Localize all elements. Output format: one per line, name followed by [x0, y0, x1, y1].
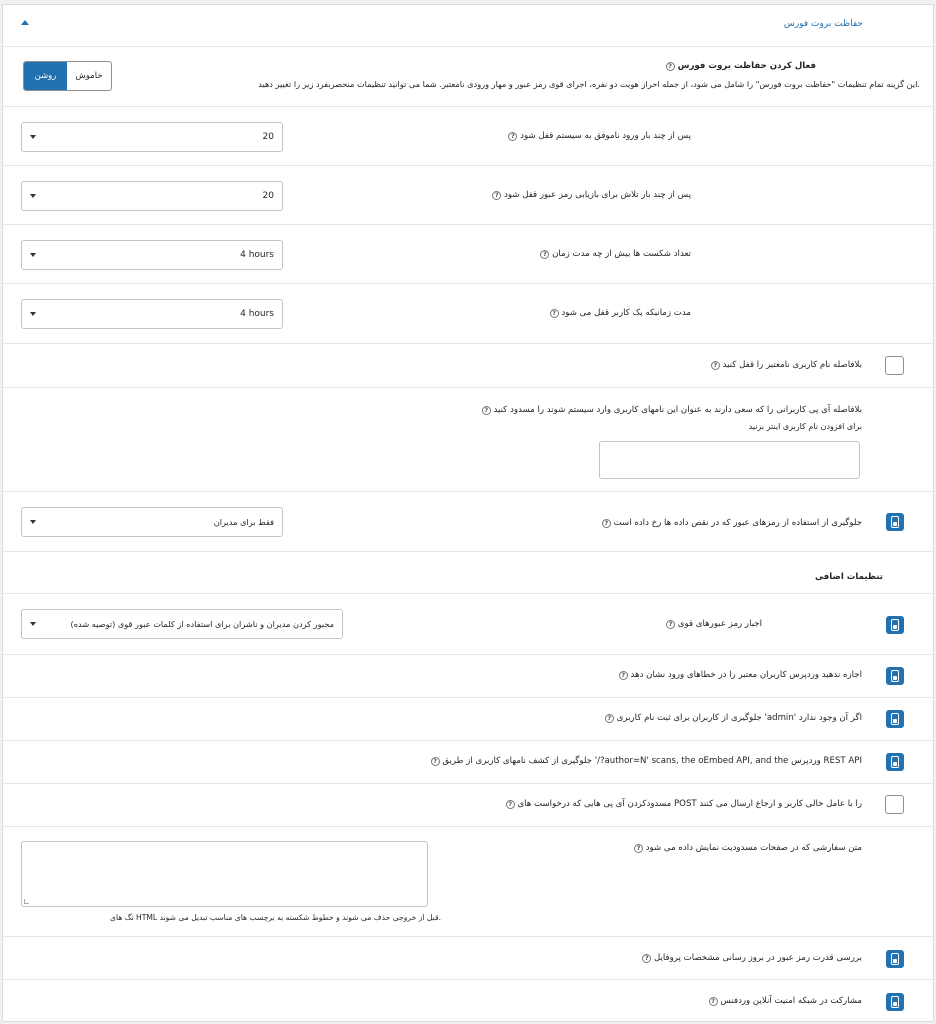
help-icon[interactable]: ?	[666, 620, 675, 629]
toggle-dot	[893, 1002, 897, 1006]
help-icon[interactable]: ?	[642, 954, 651, 963]
custom-message-textarea[interactable]	[21, 841, 428, 907]
enable-toggle[interactable]	[23, 61, 112, 91]
enable-title-wrap	[663, 61, 816, 71]
block-admin-row	[3, 698, 933, 741]
failed-logins-label-wrap	[505, 131, 691, 141]
brute-force-panel	[2, 4, 934, 1022]
hide-usernames-label: اجازه ندهید وردپرس کاربران معتبر را در خطاهای ورود نشان دهد	[630, 670, 862, 680]
help-icon[interactable]: ?	[492, 191, 501, 200]
block-usernames-row	[3, 388, 933, 492]
panel-title: حفاظت بروت فورس	[783, 19, 863, 29]
lockout-duration-row	[3, 284, 933, 344]
reset-attempts-label: پس از چند بار تلاش برای بازیابی رمز عبور قفل شود	[504, 190, 691, 200]
network-label: مشارکت در شبکه امنیت آنلاین وردفنس	[720, 996, 862, 1006]
failure-window-label-wrap	[537, 249, 691, 259]
profile-strength-row	[3, 937, 933, 980]
prevent-enumeration-label-wrap	[428, 756, 862, 766]
toggle-dot	[893, 719, 897, 723]
block-empty-post-label-wrap	[503, 799, 862, 809]
breached-passwords-toggle[interactable]	[886, 513, 904, 531]
custom-message-row	[3, 827, 933, 937]
strong-passwords-label-wrap	[663, 619, 762, 629]
block-usernames-input[interactable]	[599, 441, 860, 479]
help-icon[interactable]: ?	[540, 250, 549, 259]
select-value: 20	[262, 132, 274, 142]
help-icon[interactable]: ?	[634, 844, 643, 853]
lockout-duration-select[interactable]	[21, 299, 283, 329]
failed-logins-row	[3, 107, 933, 166]
select-value: 20	[262, 191, 274, 201]
lock-invalid-checkbox[interactable]	[885, 356, 904, 375]
reset-attempts-label-wrap	[489, 190, 691, 200]
toggle-dot	[893, 762, 897, 766]
lock-invalid-label-wrap	[708, 360, 862, 370]
failure-window-row	[3, 225, 933, 284]
dropdown-caret-icon	[30, 312, 36, 316]
help-icon[interactable]: ?	[619, 671, 628, 680]
toggle-dot	[893, 959, 897, 963]
enable-row	[3, 47, 933, 107]
profile-strength-label: بررسی قدرت رمز عبور در بروز رسانی مشخصات پروفایل	[654, 953, 862, 963]
help-icon[interactable]: ?	[711, 361, 720, 370]
lock-invalid-label: بلافاصله نام کاربری نامعتبر را قفل کنید	[722, 360, 862, 370]
block-usernames-hint: برای افزودن نام کاربری اینتر بزنید	[748, 422, 862, 431]
block-empty-post-checkbox[interactable]	[885, 795, 904, 814]
select-value: فقط برای مدیران	[213, 517, 274, 527]
lock-invalid-row	[3, 344, 933, 388]
strong-passwords-row	[3, 594, 933, 655]
toggle-dot	[893, 625, 897, 629]
breached-passwords-label-wrap	[599, 518, 862, 528]
reset-attempts-select[interactable]	[21, 181, 283, 211]
help-icon[interactable]: ?	[666, 62, 675, 71]
additional-title: تنظیمات اضافی	[814, 572, 883, 582]
help-icon[interactable]: ?	[709, 997, 718, 1006]
caret-up-icon[interactable]	[21, 20, 29, 25]
failed-logins-select[interactable]	[21, 122, 283, 152]
block-admin-label: جلوگیری از کاربران برای ثبت نام کاربری 'admin' اگر آن وجود ندارد	[616, 713, 862, 723]
panel-header[interactable]	[3, 5, 933, 47]
toggle-dot	[893, 522, 897, 526]
network-row	[3, 980, 933, 1021]
custom-message-label-wrap	[631, 843, 862, 853]
hide-usernames-row	[3, 655, 933, 698]
select-value: 4 hours	[240, 250, 274, 260]
failed-logins-label: پس از چند بار ورود ناموفق به سیستم قفل شود	[520, 131, 691, 141]
custom-message-note: تگ های HTML قبل از خروجی حذف می شوند و خطوط شکسته به برچسب های مناسب تبدیل می شوند.	[110, 913, 441, 922]
prevent-enumeration-label: جلوگیری از کشف نامهای کاربری از طریق '/?author=N' scans, the oEmbed API, and the وردپرس REST API	[442, 756, 862, 766]
network-label-wrap	[706, 996, 862, 1006]
profile-strength-toggle[interactable]	[886, 950, 904, 968]
failure-window-label: تعداد شکست ها بیش از چه مدت زمان	[552, 249, 691, 259]
lockout-duration-label: مدت زمانیکه یک کاربر قفل می شود	[561, 308, 691, 318]
block-usernames-label: بلافاصله آی پی کاربرانی را که سعی دارند به عنوان این نامهای کاربری وارد سیستم شوند را مسدود کنید	[493, 405, 862, 415]
network-toggle[interactable]	[886, 993, 904, 1011]
strong-passwords-toggle[interactable]	[886, 616, 904, 634]
dropdown-caret-icon	[30, 520, 36, 524]
enable-description: این گزینه تمام تنظیمات "حفاظت بروت فورس" را شامل می شود، از جمله احراز هویت دو نفره، اجرای قوی رمز عبور و مهار ورودی نامعتبر. شما می توانید تنظیمات منحصربفرد زیر را تغییر دهید.	[258, 79, 920, 89]
hide-usernames-label-wrap	[616, 670, 862, 680]
profile-strength-label-wrap	[639, 953, 862, 963]
strong-passwords-select[interactable]	[21, 609, 343, 639]
help-icon[interactable]: ?	[508, 132, 517, 141]
select-value: 4 hours	[240, 309, 274, 319]
strong-passwords-label: اجبار رمز عبورهای قوی	[677, 619, 762, 629]
prevent-enumeration-toggle[interactable]	[886, 753, 904, 771]
failure-window-select[interactable]	[21, 240, 283, 270]
dropdown-caret-icon	[30, 253, 36, 257]
help-icon[interactable]: ?	[602, 519, 611, 528]
dropdown-caret-icon	[30, 194, 36, 198]
hide-usernames-toggle[interactable]	[886, 667, 904, 685]
block-empty-post-label: مسدودکردن آی پی هایی که درخواست های POST را با عامل خالی کاربر و ارجاع ارسال می کنند	[517, 799, 862, 809]
resize-handle-icon[interactable]	[24, 899, 29, 904]
select-value: مجبور کردن مدیران و ناشران برای استفاده از کلمات عبور قوی (توصیه شده)	[70, 619, 334, 629]
toggle-on-button[interactable]: روشن	[24, 62, 67, 90]
help-icon[interactable]: ?	[482, 406, 491, 415]
help-icon[interactable]: ?	[506, 800, 515, 809]
breached-passwords-row	[3, 492, 933, 552]
help-icon[interactable]: ?	[431, 757, 440, 766]
breached-passwords-label: جلوگیری از استفاده از رمزهای عبور که در نقص داده ها رخ داده است	[613, 518, 862, 528]
reset-attempts-row	[3, 166, 933, 225]
custom-message-label: متن سفارشی که در صفحات مسدودیت نمایش داده می شود	[645, 843, 862, 853]
block-usernames-label-wrap	[479, 405, 862, 415]
dropdown-caret-icon	[30, 135, 36, 139]
lockout-duration-label-wrap	[547, 308, 691, 318]
enable-title: فعال کردن حفاظت بروت فورس	[677, 61, 816, 71]
breached-passwords-select[interactable]	[21, 507, 283, 537]
block-admin-toggle[interactable]	[886, 710, 904, 728]
block-empty-post-row	[3, 784, 933, 827]
help-icon[interactable]: ?	[605, 714, 614, 723]
dropdown-caret-icon	[30, 622, 36, 626]
prevent-enumeration-row	[3, 741, 933, 784]
block-admin-label-wrap	[602, 713, 862, 723]
toggle-off-button[interactable]: خاموش	[75, 71, 103, 81]
toggle-dot	[893, 676, 897, 680]
help-icon[interactable]: ?	[550, 309, 559, 318]
additional-heading-row	[3, 552, 933, 594]
